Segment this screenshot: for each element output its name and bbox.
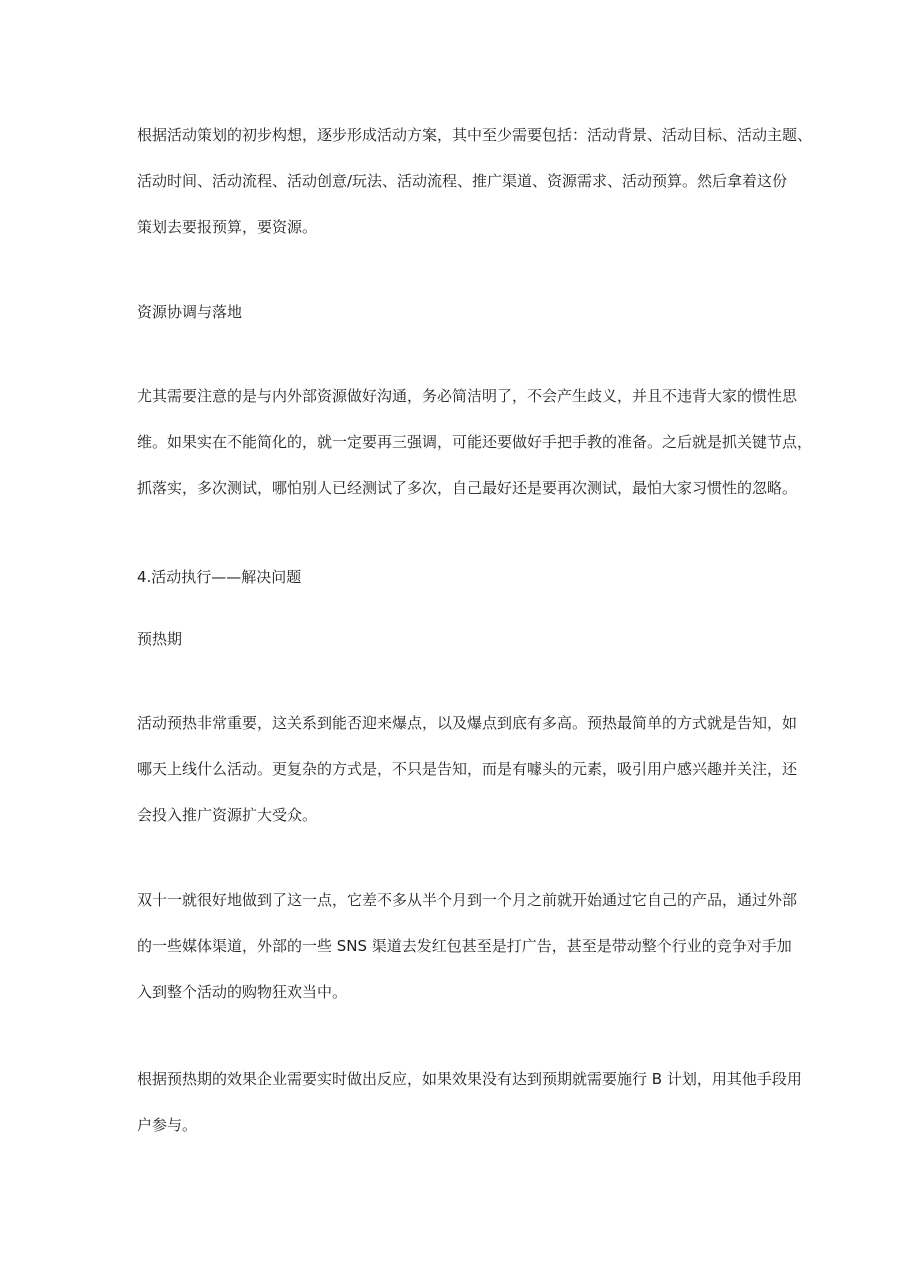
text-line: 根据活动策划的初步构想，逐步形成活动方案，其中至少需要包括：活动背景、活动目标、活动主题、 [137,126,813,144]
text-line: 活动时间、活动流程、活动创意/玩法、活动流程、推广渠道、资源需求、活动预算。然后拿着这份 [137,172,788,190]
text-line: 会投入推广资源扩大受众。 [137,806,318,824]
text-line: 尤其需要注意的是与内外部资源做好沟通，务必简洁明了，不会产生歧义，并且不违背大家的惯性思 [137,387,798,405]
paragraph-activity-plan [137,112,813,250]
text-line: 抓落实，多次测试，哪怕别人已经测试了多次，自己最好还是要再次测试，最怕大家习惯性的忽略。 [137,479,798,497]
text-line: 双十一就很好地做到了这一点，它差不多从半个月到一个月之前就开始通过它自己的产品，通过外部 [137,891,798,909]
heading-activity-execution: 4.活动执行——解决问题 [137,568,302,586]
text-line: 活动预热非常重要，这关系到能否迎来爆点，以及爆点到底有多高。预热最简单的方式就是告知，如 [137,714,798,732]
heading-warmup-period: 预热期 [137,630,183,648]
text-line: 策划去要报预算，要资源。 [137,218,318,236]
text-line: 户参与。 [137,1116,198,1134]
text-line: 的一些媒体渠道，外部的一些 SNS 渠道去发红包甚至是打广告，甚至是带动整个行业的竞争对手加 [137,937,792,955]
heading-resource-coordination: 资源协调与落地 [137,303,243,321]
paragraph-warmup [137,700,798,838]
text-line: 根据预热期的效果企业需要实时做出反应，如果效果没有达到预期就需要施行 B 计划，用其他手段用 [137,1070,802,1088]
text-line: 入到整个活动的购物狂欢当中。 [137,983,348,1001]
text-line: 哪天上线什么活动。更复杂的方式是，不只是告知，而是有噱头的元素，吸引用户感兴趣并关注，还 [137,760,798,778]
text-line: 维。如果实在不能简化的，就一定要再三强调，可能还要做好手把手教的准备。之后就是抓关键节点， [137,433,813,451]
paragraph-double-eleven [137,877,798,1015]
paragraph-plan-b [137,1056,802,1148]
paragraph-communication [137,373,813,511]
